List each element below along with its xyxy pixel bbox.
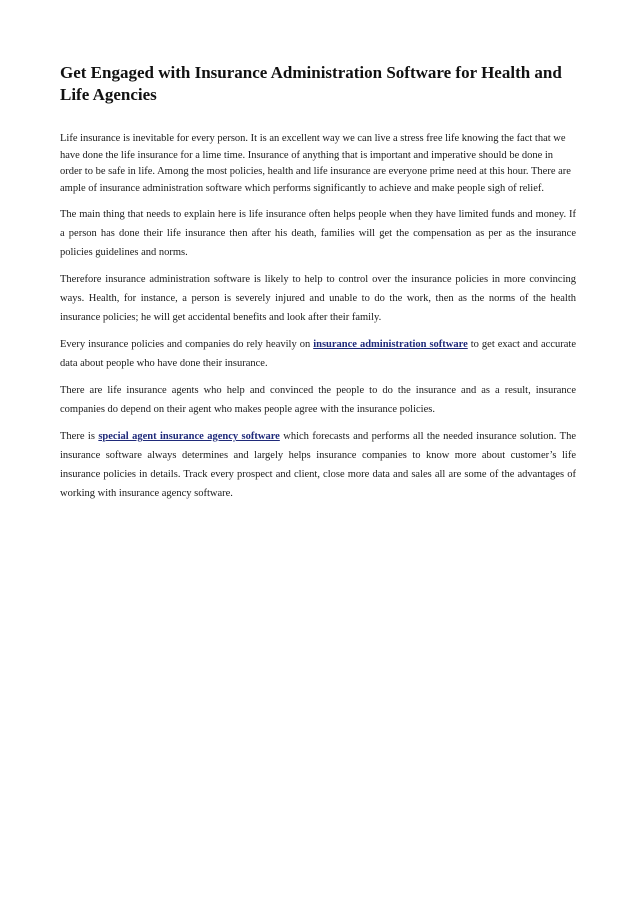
paragraph-main-thing: The main thing that needs to explain here is life insurance often helps people when they have limited funds and money. If a person has done their life insurance then after his death, families will get the compensation as per as the insurance policies guidelines and norms.	[60, 209, 576, 258]
document-title: Get Engaged with Insurance Administration Software for Health and Life Agencies	[60, 63, 562, 104]
paragraph-text: There is	[60, 431, 99, 442]
insurance-administration-software-link[interactable]: insurance administration software	[313, 339, 468, 350]
paragraph-text: to get exact and accurate data about people who have done their insurance.	[60, 339, 576, 369]
paragraph-text: which forecasts and performs all the needed insurance solution. The insurance software always determines and largely helps insurance companies to know more about customer’s life insurance policies in details. Track every prospect and client, close more data and sales all are some of the advantages of working with insurance agency software.	[60, 431, 576, 499]
paragraph-intro: Life insurance is inevitable for every person. It is an excellent way we can live a stress free life knowing the fact that we have done the life insurance for a lime time. Insurance of anything that is important and imperative should be done in order to be safe in life. Among the most policies, health and life insurance are everyone prime need at this hour. There are ample of insurance administration software which performs significantly to achieve and make people sigh of relief.	[60, 133, 571, 194]
document-page	[60, 62, 576, 511]
paragraph-therefore: Therefore insurance administration software is likely to help to control over the insurance policies in more convincing ways. Health, for instance, a person is severely injured and unable to do the work, then as the norms of the health insurance policies; he will get accidental benefits and look after their family.	[60, 274, 576, 323]
paragraph-special-agent	[60, 427, 576, 503]
paragraph-every-insurance	[60, 335, 576, 373]
special-agent-software-link[interactable]: special agent insurance agency software	[98, 431, 280, 442]
paragraph-text: Every insurance policies and companies do rely heavily on	[60, 339, 314, 350]
paragraph-agents: There are life insurance agents who help and convinced the people to do the insurance and as a result, insurance companies do depend on their agent who makes people agree with the insurance policies.	[60, 385, 576, 415]
